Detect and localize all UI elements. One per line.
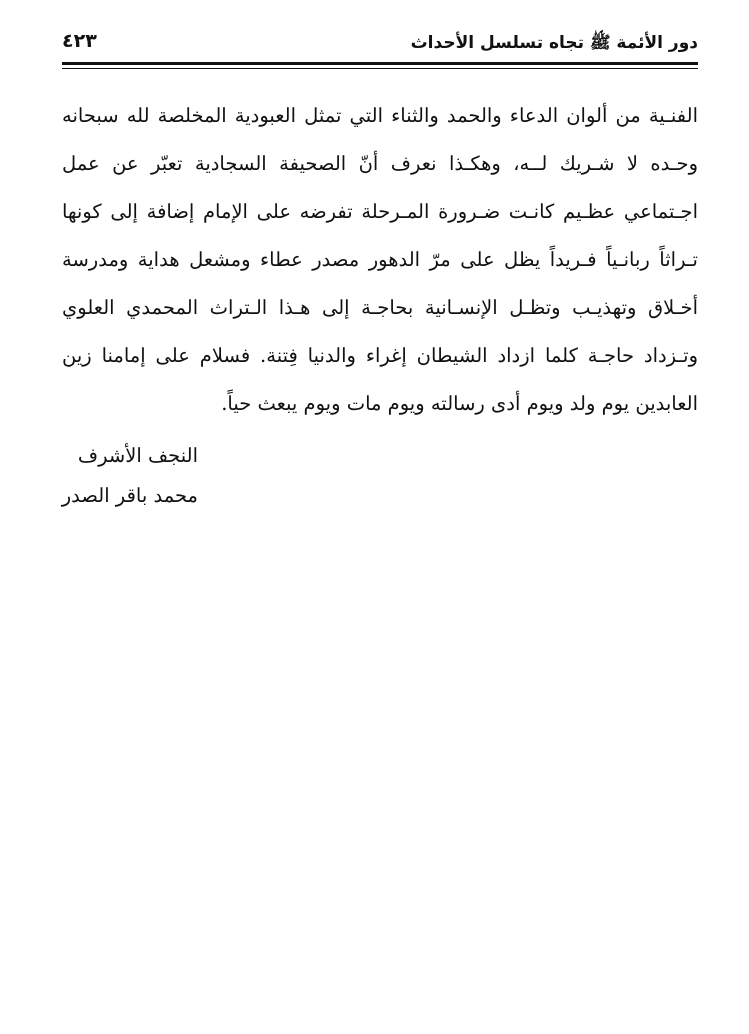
body-paragraph [62,92,698,428]
text-line: تـراثاً ربانـياً فـريداً يظل على مرّ الدهور مصدر عطاء ومشعل هداية ومدرسة [62,248,698,271]
signature-block [62,436,198,516]
signature-name: محمد باقر الصدر [61,484,198,507]
text-line: العابدين يوم ولد ويوم أدى رسالته ويوم مات ويوم يبعث حياً. [221,392,698,415]
running-title: دور الأئمة ﷺ تجاه تسلسل الأحداث [410,33,698,53]
signature-place: النجف الأشرف [77,444,198,467]
text-line: وتـزداد حاجـة كلما ازداد الشيطان إغراء والدنيا فِتنة. فسلام على إمامنا زين [62,344,698,367]
text-line: وحـده لا شـريك لــه، وهكـذا نعرف أنّ الصحيفة السجادية تعبّر عن عمل [62,152,698,175]
header-rule-thick [62,62,698,65]
header-rule-thin [62,68,698,69]
page-number: ٤٢٣ [62,30,97,52]
text-line: اجـتماعي عظـيم كانـت ضـرورة المـرحلة تفرضه على الإمام إضافة إلى كونها [62,200,698,223]
text-line: أخـلاق وتهذيـب وتظـل الإنسـانية بحاجـة إلى هـذا الـتراث المحمدي العلوي [62,296,698,319]
page-header [62,30,698,60]
text-line: الفنـية من ألوان الدعاء والحمد والثناء التي تمثل العبودية المخلصة لله سبحانه [62,104,698,127]
